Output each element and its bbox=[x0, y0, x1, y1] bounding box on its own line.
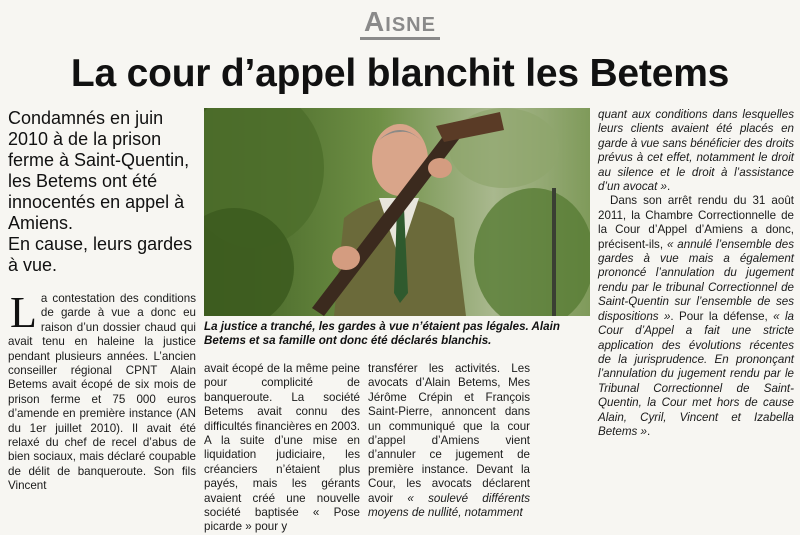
body-col4-punct-1: . bbox=[666, 180, 671, 194]
photo-caption: La justice a tranché, les gardes à vue n’étaient pas légales. Alain Betems et sa famille ont donc été déclarés blanchis. bbox=[204, 320, 560, 348]
article-photo bbox=[204, 108, 590, 316]
body-col3-quote: « soulevé différents moyens de nullité, notamment bbox=[368, 491, 530, 520]
body-col4-quote-1: quant aux conditions dans lesquelles leurs clients avaient été placés en garde à vue sans bénéficier des droits prévus à cet effet, notamment le droit au silence et le droit à l’assistance d’un avocat » bbox=[598, 108, 794, 194]
headline: La cour d’appel blanchit les Betems bbox=[70, 52, 730, 95]
standfirst bbox=[8, 108, 198, 276]
body-col4-quote-3: « la Cour d’Appel a fait une stricte application des évolutions récentes de la jurisprudence. En prononçant l’annulation du jugement rendu par le Tribunal Correctionnel de Saint-Quentin, la Cour met hors de cause Alain, Cyril, Vincent et Izabella Betems » bbox=[598, 309, 794, 438]
body-col4-text: Dans son arrêt rendu du 31 août 2011, la Chambre Correctionnelle de la Cour d’Appel d’Amiens a donc, précisent-ils, bbox=[598, 194, 794, 251]
body-column-4 bbox=[598, 108, 794, 439]
standfirst-line-1: Condamnés en juin 2010 à de la prison ferme à Saint-Quentin, les Betems ont été innocentés en appel à Amiens. bbox=[8, 108, 190, 233]
photo-illustration bbox=[204, 108, 590, 316]
standfirst-line-2: En cause, leurs gardes à vue. bbox=[8, 234, 193, 275]
drop-cap: L bbox=[10, 288, 37, 337]
body-col4-punct-3: . bbox=[646, 424, 651, 438]
body-col2-text: avait écopé de la même peine pour complicité de banqueroute. La société Betems avait connu des difficultés financières en 2003. A la suite d’une mise en liquidation judiciaire, les créanciers n’étaient plus payés, mais les gérants avaient créé une nouvelle société baptisée « Pose picarde » pour y bbox=[204, 362, 360, 534]
body-col1-text: a contestation des conditions de garde à vue a donc eu raison d’un dossier chaud qui avait tenu en haleine la justice pendant plusieurs années. L’ancien conseiller régional CPNT Alain Betems avait écopé de six mois de prison ferme et 75 000 euros d’amende en première instance (AN du 1er juillet 2010). Il avait été relaxé du chef de recel d’abus de bien sociaux, mais déclaré coupable de délit de banqueroute. Son fils Vincent bbox=[8, 292, 196, 493]
section-rubric: Aisne bbox=[0, 6, 800, 38]
body-col4-punct-2: . Pour la défense, bbox=[670, 309, 774, 323]
body-column-2 bbox=[204, 362, 360, 535]
body-column-3 bbox=[368, 362, 530, 520]
body-col3-text: transférer les activités. Les avocats d’Alain Betems, Mes Jérôme Crépin et François Saint-Pierre, annoncent dans un communiqué que la cour d’appel d’Amiens vient d’annuler ce jugement de première instance. Devant la Cour, les avocats déclarent avoir bbox=[368, 362, 530, 505]
body-column-1 bbox=[8, 288, 196, 494]
body-col4-quote-2: « annulé l’ensemble des gardes à vue mais a également prononcé l’annulation du jugement rendu par le tribunal Correctionnel de Saint-Quentin sur l’ensemble de ses dispositions » bbox=[598, 237, 795, 323]
